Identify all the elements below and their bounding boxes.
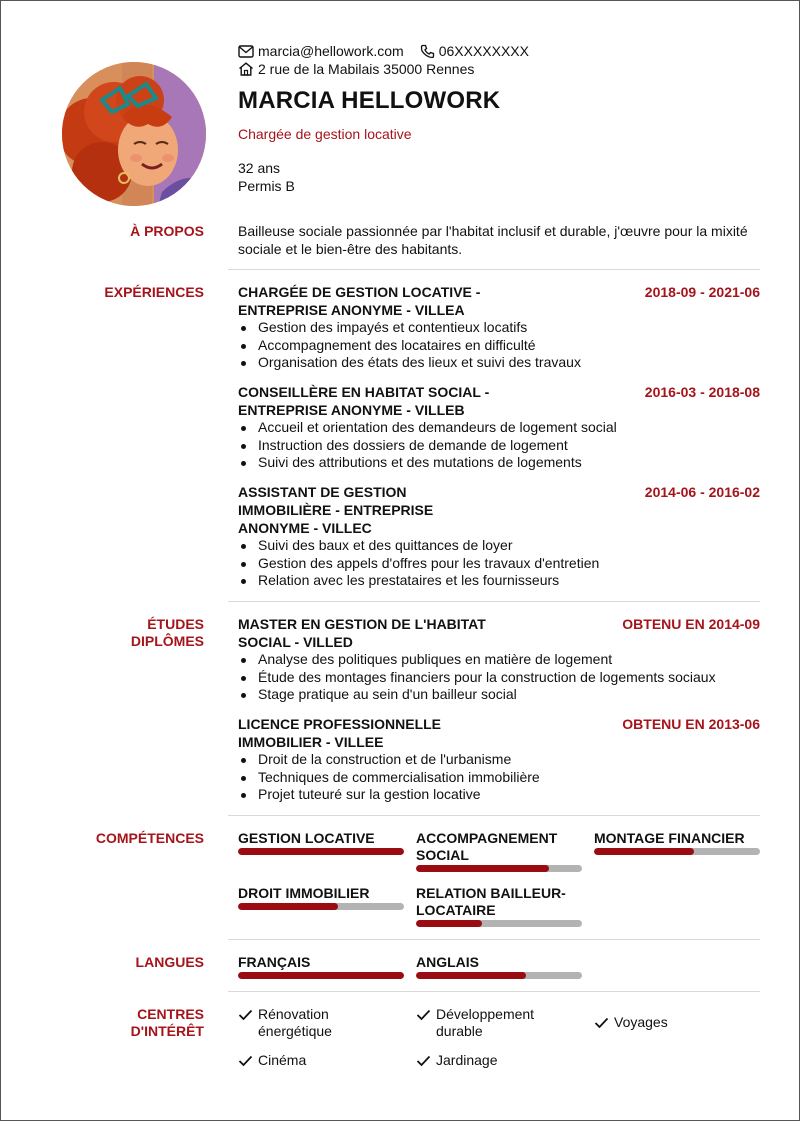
checkmark-icon <box>416 1009 431 1021</box>
experience-bullets <box>238 537 760 590</box>
interest-label: Voyages <box>614 1014 668 1030</box>
candidate-name: MARCIA HELLOWORK <box>238 87 501 114</box>
skill-name: MONTAGE FINANCIER <box>594 830 745 846</box>
divider <box>228 991 760 992</box>
skill-item <box>594 830 760 855</box>
list-item: Droit de la construction et de l'urbanisme <box>238 751 760 769</box>
section-label-languages: LANGUES <box>135 954 204 970</box>
skill-level-fill <box>416 920 482 927</box>
language-name: FRANÇAIS <box>238 954 311 970</box>
experience-date: 2014-06 - 2016-02 <box>644 484 760 500</box>
contact-info <box>238 42 545 78</box>
language-level-bar <box>416 972 582 979</box>
experience-title: ASSISTANT DE GESTION IMMOBILIÈRE - ENTREPRISE ANONYME - VILLEC <box>238 484 434 536</box>
skill-name: DROIT IMMOBILIER <box>238 885 370 901</box>
experience-entry <box>238 483 760 590</box>
list-item: Relation avec les prestataires et les fournisseurs <box>238 572 760 590</box>
skill-name: ACCOMPAGNEMENT SOCIAL <box>416 830 558 863</box>
education-entry <box>238 615 760 704</box>
list-item: Accueil et orientation des demandeurs de logement social <box>238 419 760 437</box>
section-label-skills: COMPÉTENCES <box>95 830 204 846</box>
skill-item <box>238 830 404 855</box>
education-date: OBTENU EN 2013-06 <box>622 716 760 732</box>
interest-item <box>238 1052 306 1069</box>
license-text: Permis B <box>238 178 295 194</box>
interest-label: Développement durable <box>436 1006 535 1039</box>
phone-item[interactable] <box>420 42 529 60</box>
experience-date: 2016-03 - 2018-08 <box>644 384 760 400</box>
address-item <box>238 60 474 78</box>
phone-text: 06XXXXXXXX <box>438 43 529 59</box>
list-item: Gestion des appels d'offres pour les travaux d'entretien <box>238 555 760 573</box>
experience-title: CHARGÉE DE GESTION LOCATIVE - ENTREPRISE ANONYME - VILLEA <box>238 284 481 318</box>
list-item: Techniques de commercialisation immobilière <box>238 769 760 787</box>
address-text: 2 rue de la Mabilais 35000 Rennes <box>258 61 475 77</box>
divider <box>228 269 760 270</box>
email-text: marcia@hellowork.com <box>258 43 404 59</box>
skill-level-fill <box>238 848 404 855</box>
skill-level-bar <box>238 848 404 855</box>
about-text: Bailleuse sociale passionnée par l'habitat inclusif et durable, j'œuvre pour la mixité sociale et le bien-être des habitants. <box>238 223 748 257</box>
skill-item <box>238 885 404 910</box>
education-title: MASTER EN GESTION DE L'HABITAT SOCIAL - VILLED <box>238 616 486 650</box>
section-label-education: ÉTUDES DIPLÔMES <box>130 616 204 649</box>
skill-item <box>416 885 582 927</box>
list-item: Organisation des états des lieux et suivi des travaux <box>238 354 760 372</box>
email-item[interactable] <box>238 42 404 60</box>
list-item: Stage pratique au sein d'un bailleur social <box>238 686 760 704</box>
skill-level-bar <box>594 848 760 855</box>
language-name: ANGLAIS <box>416 954 479 970</box>
contact-line-1 <box>238 42 545 60</box>
interest-item <box>238 1006 332 1040</box>
experience-date: 2018-09 - 2021-06 <box>644 284 760 300</box>
education-entry <box>238 715 760 804</box>
skill-level-fill <box>416 865 549 872</box>
list-item: Suivi des attributions et des mutations de logements <box>238 454 760 472</box>
skill-item <box>416 830 582 872</box>
interest-item <box>594 1014 668 1031</box>
home-icon <box>238 62 254 76</box>
experience-entry <box>238 383 760 472</box>
skill-level-fill <box>238 903 338 910</box>
skill-level-bar <box>416 865 582 872</box>
language-item <box>238 954 404 979</box>
phone-icon <box>420 44 435 59</box>
section-label-interests: CENTRES D'INTÉRÊT <box>130 1006 204 1039</box>
interest-item <box>416 1006 534 1040</box>
job-title: Chargée de gestion locative <box>238 126 412 142</box>
checkmark-icon <box>238 1009 253 1021</box>
skill-level-bar <box>238 903 404 910</box>
list-item: Accompagnement des locataires en difficulté <box>238 337 760 355</box>
skill-level-fill <box>594 848 694 855</box>
checkmark-icon <box>416 1055 431 1067</box>
experience-bullets <box>238 419 760 472</box>
list-item: Analyse des politiques publiques en matière de logement <box>238 651 760 669</box>
experience-bullets <box>238 319 760 372</box>
list-item: Suivi des baux et des quittances de loyer <box>238 537 760 555</box>
education-title: LICENCE PROFESSIONNELLE IMMOBILIER - VILLEE <box>238 716 442 750</box>
section-label-experience: EXPÉRIENCES <box>104 284 204 300</box>
experience-entry <box>238 283 760 372</box>
divider <box>228 601 760 602</box>
skill-level-bar <box>416 920 582 927</box>
envelope-icon <box>238 45 254 58</box>
list-item: Étude des montages financiers pour la construction de logements sociaux <box>238 669 760 687</box>
education-bullets <box>238 651 760 704</box>
skill-name: RELATION BAILLEUR- LOCATAIRE <box>416 885 566 918</box>
interest-label: Jardinage <box>436 1052 498 1068</box>
skill-name: GESTION LOCATIVE <box>238 830 375 846</box>
divider <box>228 939 760 940</box>
language-item <box>416 954 582 979</box>
checkmark-icon <box>238 1055 253 1067</box>
contact-line-2 <box>238 60 545 78</box>
age-text: 32 ans <box>238 160 281 176</box>
list-item: Gestion des impayés et contentieux locatifs <box>238 319 760 337</box>
profile-photo <box>62 62 206 206</box>
interest-label: Rénovation énergétique <box>258 1006 332 1039</box>
list-item: Projet tuteuré sur la gestion locative <box>238 786 760 804</box>
education-date: OBTENU EN 2014-09 <box>622 616 760 632</box>
list-item: Instruction des dossiers de demande de logement <box>238 437 760 455</box>
education-bullets <box>238 751 760 804</box>
section-label-about: À PROPOS <box>130 223 204 239</box>
language-level-bar <box>238 972 404 979</box>
personal-details <box>238 159 295 195</box>
checkmark-icon <box>594 1017 609 1029</box>
interest-item <box>416 1052 498 1069</box>
language-level-fill <box>238 972 404 979</box>
experience-title: CONSEILLÈRE EN HABITAT SOCIAL - ENTREPRISE ANONYME - VILLEB <box>238 384 490 418</box>
language-level-fill <box>416 972 526 979</box>
divider <box>228 815 760 816</box>
interest-label: Cinéma <box>258 1052 307 1068</box>
